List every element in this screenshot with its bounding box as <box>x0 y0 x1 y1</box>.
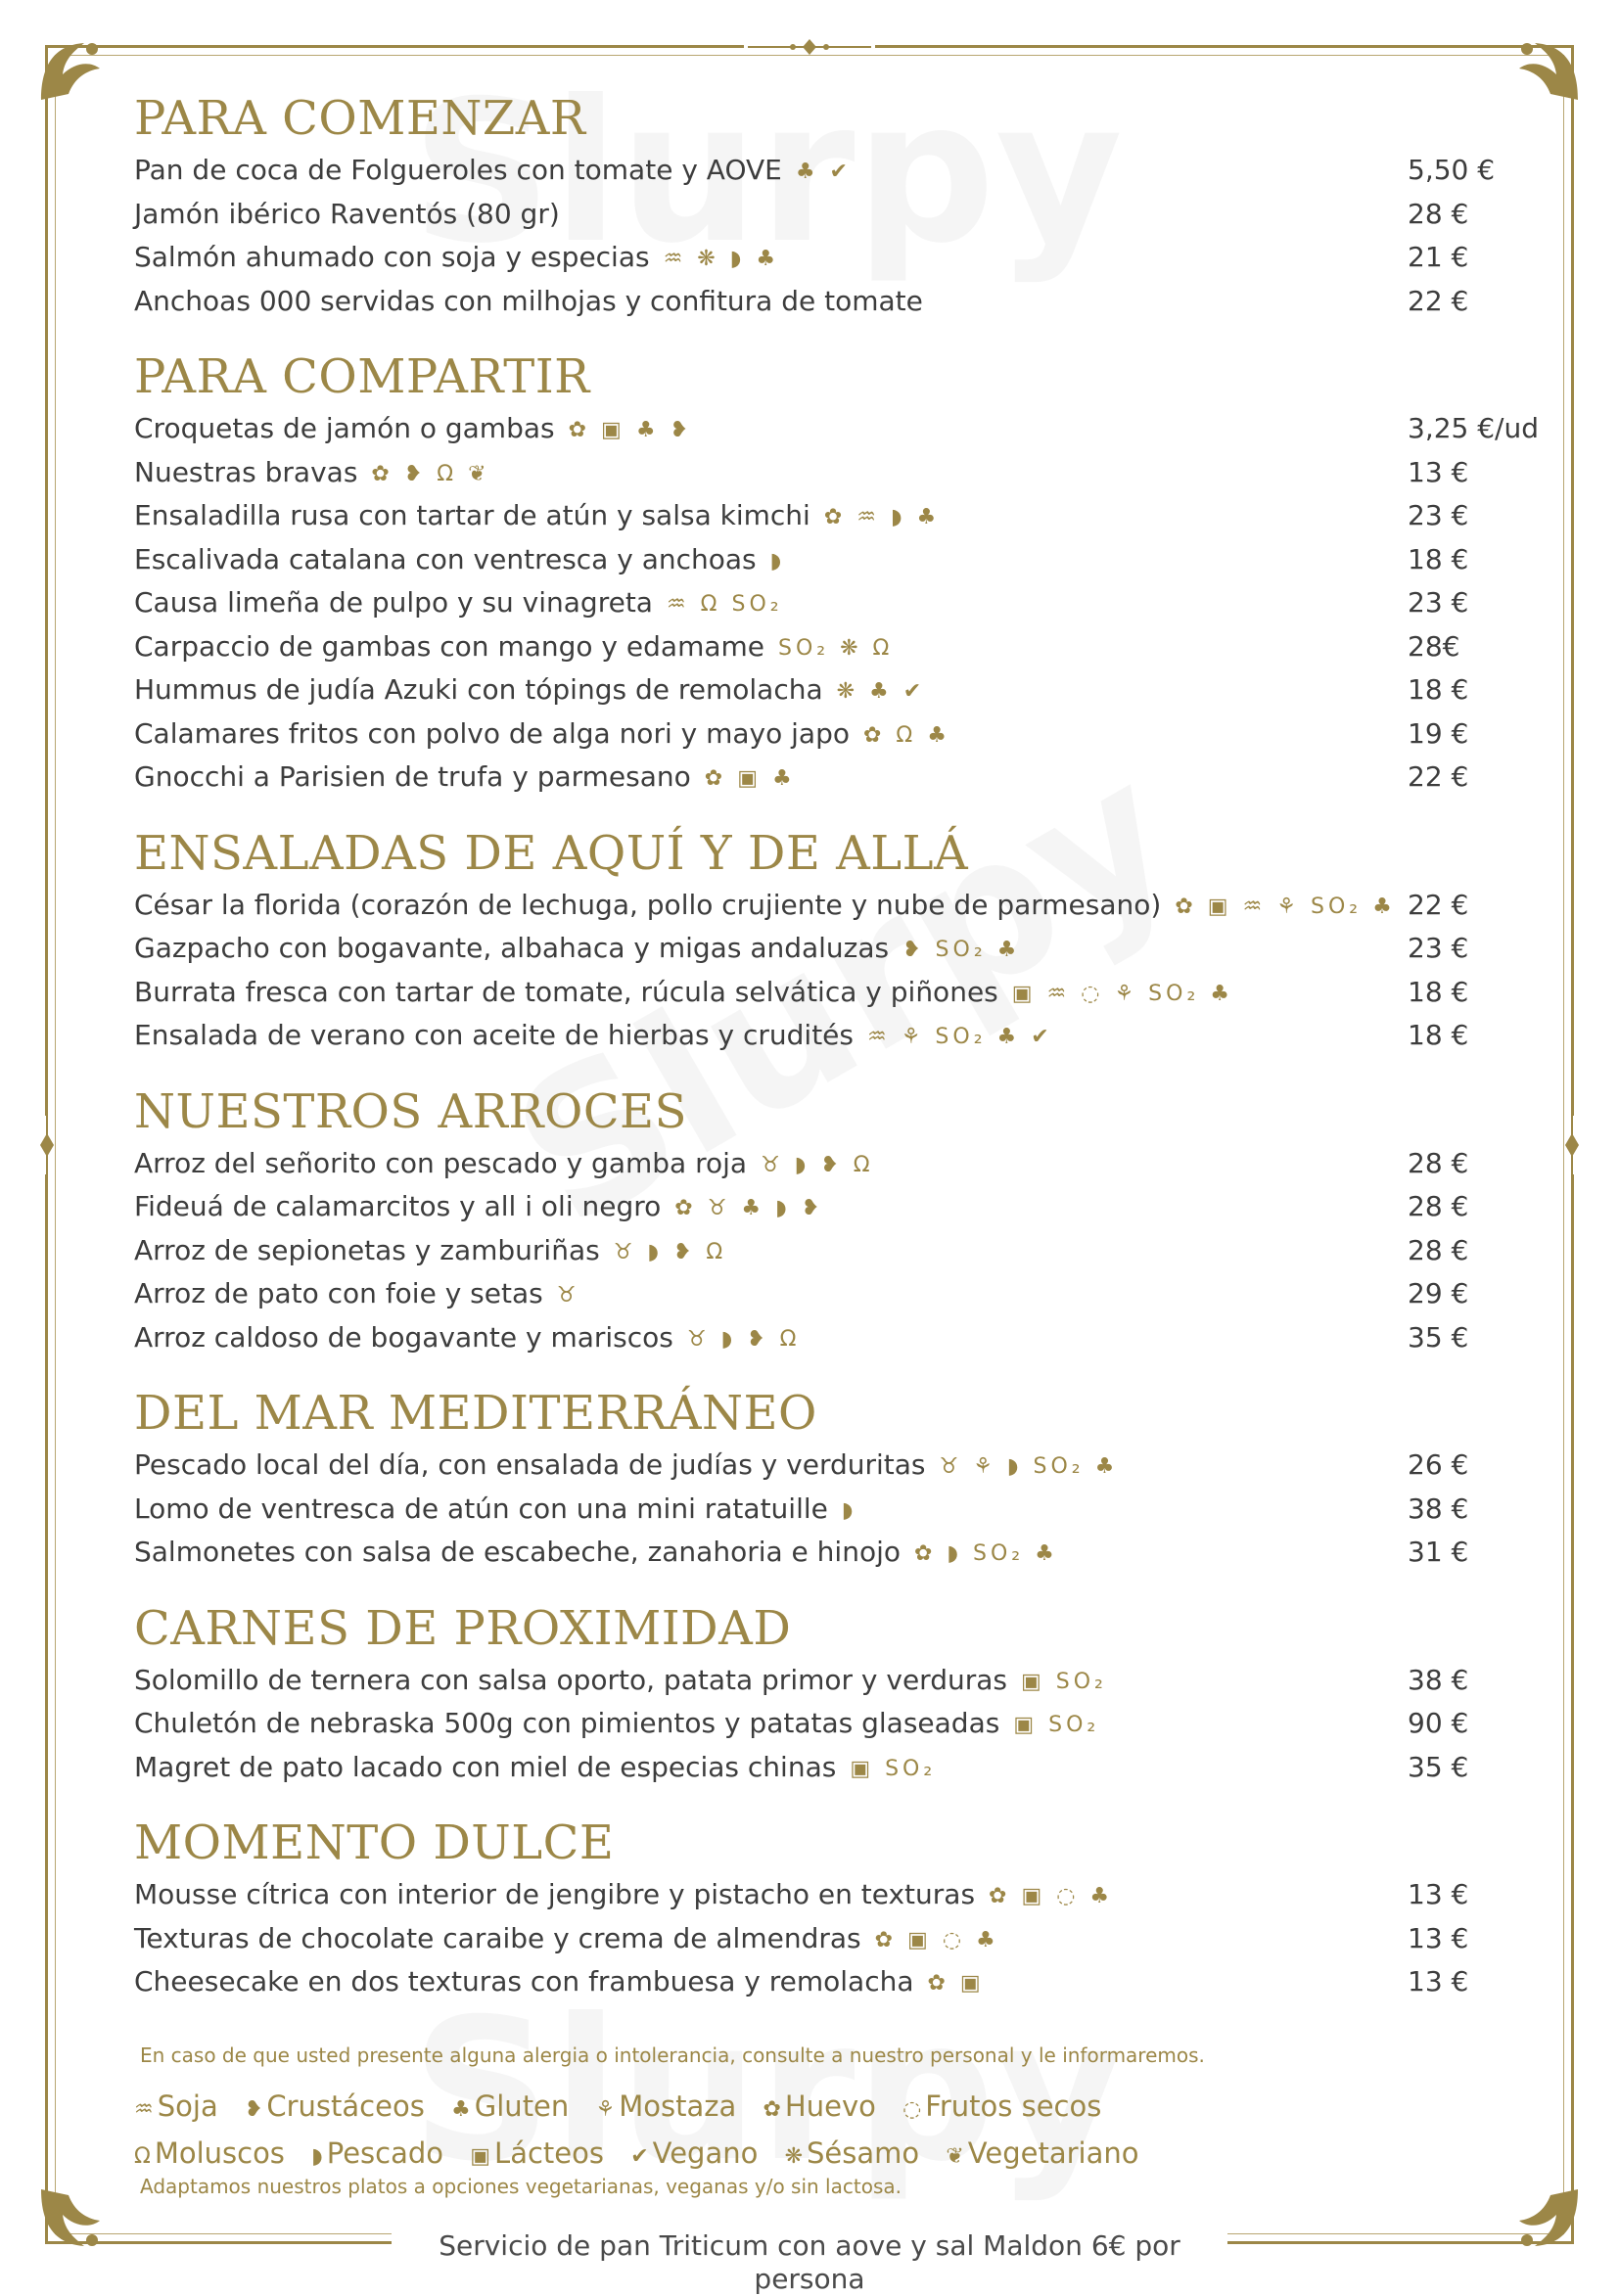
item-price: 18 € <box>1408 542 1469 575</box>
item-name: Mousse cítrica con interior de jengibre y pistacho en texturas <box>134 1878 976 1910</box>
mustard-icon: ⚘ <box>595 2097 616 2122</box>
item-price: 22 € <box>1408 888 1469 921</box>
allergen-icons: ▣ ♒ ◌ ⚘ SO₂ ♣ <box>1011 981 1233 1006</box>
bread-service-footer: Servicio de pan Triticum con aove y sal Maldon 6€ por persona <box>392 2229 1227 2263</box>
item-price: 28 € <box>1408 1190 1469 1222</box>
menu-item <box>134 1960 1544 2004</box>
allergen-icons: ▣ SO₂ <box>850 1756 937 1781</box>
menu-item <box>134 407 1544 451</box>
item-price: 90 € <box>1408 1707 1469 1739</box>
menu-item <box>134 1746 1544 1790</box>
section-title: PARA COMPARTIR <box>134 349 590 404</box>
item-name: Fideuá de calamarcitos y all i oli negro <box>134 1190 662 1222</box>
legend-label: Pescado <box>326 2136 444 2170</box>
allergy-notice: En caso de que usted presente alguna alergia o intolerancia, consulte a nuestro personal y le informaremos. <box>140 2043 1205 2067</box>
legend-row <box>134 2085 1407 2132</box>
item-price: 38 € <box>1408 1492 1469 1525</box>
menu-item <box>134 1873 1544 1917</box>
legend-label: Mostaza <box>619 2089 737 2123</box>
menu <box>134 88 1544 2028</box>
allergen-icons: ▣ SO₂ <box>1020 1669 1107 1694</box>
item-price: 18 € <box>1408 673 1469 706</box>
fish-icon: ◗ <box>311 2144 323 2169</box>
item-name: Burrata fresca con tartar de tomate, rúcula selvática y piñones <box>134 975 998 1008</box>
item-price: 18 € <box>1408 975 1469 1008</box>
item-name: Gnocchi a Parisien de trufa y parmesano <box>134 760 691 793</box>
left-ornament-icon <box>39 1116 55 1174</box>
allergen-icons: ♉ <box>556 1283 580 1308</box>
item-name: Salmonetes con salsa de escabeche, zanahoria e hinojo <box>134 1536 901 1568</box>
item-name: Ensaladilla rusa con tartar de atún y salsa kimchi <box>134 499 810 531</box>
corner-flourish-icon <box>1513 2183 1584 2254</box>
allergen-icons: ✿ ♉ ♣ ◗ ❥ <box>674 1196 824 1220</box>
section-title: DEL MAR MEDITERRÁNEO <box>134 1386 817 1441</box>
legend-vegetariano <box>946 2136 1138 2170</box>
item-price: 5,50 € <box>1408 154 1496 186</box>
menu-item <box>134 280 1544 324</box>
milk-icon: ▣ <box>470 2144 491 2169</box>
soy-icon: ♒ <box>134 2097 154 2122</box>
legend-frutos-secos <box>902 2089 1101 2123</box>
item-name: Lomo de ventresca de atún con una mini ratatuille <box>134 1492 828 1525</box>
top-ornament-icon <box>744 39 875 55</box>
item-price: 21 € <box>1408 241 1469 273</box>
menu-item <box>134 1316 1544 1360</box>
allergen-icons: ✿ ▣ ♒ ⚘ SO₂ ♣ <box>1175 894 1396 919</box>
menu-item <box>134 581 1544 625</box>
legend-row <box>134 2132 1407 2179</box>
legend-lacteos <box>470 2136 604 2170</box>
item-price: 35 € <box>1408 1750 1469 1783</box>
item-price: 13 € <box>1408 1965 1469 1998</box>
menu-item <box>134 712 1544 757</box>
legend-label: Frutos secos <box>925 2089 1102 2123</box>
menu-item <box>134 1272 1544 1316</box>
item-name: Solomillo de ternera con salsa oporto, patata primor y verduras <box>134 1663 1007 1696</box>
section-title: ENSALADAS DE AQUÍ Y DE ALLÁ <box>134 825 969 881</box>
allergen-icons: ♒ ❋ ◗ ♣ <box>663 247 780 271</box>
item-name: Anchoas 000 servidas con milhojas y confitura de tomate <box>134 284 923 317</box>
item-name: Pan de coca de Folgueroles con tomate y AOVE <box>134 154 782 186</box>
allergen-icons: ✿ ❥ Ω ❦ <box>371 461 490 486</box>
menu-item <box>134 1185 1544 1229</box>
section-ensaladas <box>134 823 1544 1058</box>
vegan-icon: ✔ <box>630 2144 649 2169</box>
item-price: 28 € <box>1408 1146 1469 1179</box>
legend-label: Sésamo <box>807 2136 920 2170</box>
mollusc-icon: Ω <box>134 2144 151 2169</box>
item-name: Escalivada catalana con ventresca y anchoas <box>134 542 757 575</box>
item-price: 13 € <box>1408 1921 1469 1954</box>
item-name: César la florida (corazón de lechuga, pollo crujiente y nube de parmesano) <box>134 888 1162 921</box>
item-name: Calamares fritos con polvo de alga nori y mayo japo <box>134 716 850 750</box>
legend-mostaza <box>596 2089 737 2123</box>
item-price: 26 € <box>1408 1448 1469 1481</box>
item-name: Arroz del señorito con pescado y gamba roja <box>134 1146 748 1179</box>
item-name: Arroz de sepionetas y zamburiñas <box>134 1233 600 1266</box>
legend-gluten <box>451 2089 569 2123</box>
menu-item <box>134 149 1544 193</box>
allergen-icons: ❋ ♣ ✔ <box>836 679 926 704</box>
item-name: Arroz caldoso de bogavante y mariscos <box>134 1320 673 1354</box>
section-arroces <box>134 1081 1544 1360</box>
allergen-icons: ♉ ◗ ❥ Ω <box>686 1326 801 1352</box>
allergen-icons: ♒ Ω SO₂ <box>666 592 783 617</box>
legend-label: Moluscos <box>154 2136 285 2170</box>
section-para-compartir <box>134 346 1544 800</box>
menu-item <box>134 236 1544 280</box>
menu-item <box>134 884 1544 928</box>
allergen-icons: ◗ <box>841 1497 857 1523</box>
legend-label: Huevo <box>784 2089 876 2123</box>
legend-label: Soja <box>157 2089 218 2123</box>
corner-flourish-icon <box>35 35 106 106</box>
right-ornament-icon <box>1564 1116 1580 1174</box>
menu-item <box>134 971 1544 1015</box>
item-price: 23 € <box>1408 499 1469 531</box>
allergen-icons: SO₂ ❋ Ω <box>778 635 894 661</box>
menu-item <box>134 1531 1544 1575</box>
item-price: 38 € <box>1408 1663 1469 1696</box>
legend-label: Vegetariano <box>967 2136 1139 2170</box>
menu-item <box>134 1014 1544 1058</box>
legend-label: Vegano <box>652 2136 759 2170</box>
vegetarian-icon: ❦ <box>946 2144 964 2169</box>
item-price: 22 € <box>1408 284 1469 317</box>
item-price: 13 € <box>1408 1878 1469 1910</box>
item-name: Gazpacho con bogavante, albahaca y migas andaluzas <box>134 932 890 964</box>
legend-vegano <box>630 2136 758 2170</box>
menu-item <box>134 1444 1544 1488</box>
allergen-icons: ◗ <box>769 548 786 574</box>
legend-huevo <box>763 2089 875 2123</box>
section-title: CARNES DE PROXIMIDAD <box>134 1600 792 1656</box>
allergen-icons: ✿ ▣ <box>927 1971 985 1996</box>
legend-sesamo <box>785 2136 920 2170</box>
menu-item <box>134 1702 1544 1746</box>
item-price: 31 € <box>1408 1536 1469 1568</box>
item-name: Texturas de chocolate caraibe y crema de almendras <box>134 1921 861 1954</box>
item-price: 28 € <box>1408 197 1469 230</box>
item-price: 23 € <box>1408 586 1469 619</box>
menu-item <box>134 927 1544 971</box>
section-para-comenzar <box>134 88 1544 323</box>
legend-crustaceos <box>245 2089 425 2123</box>
wheat-icon: ♣ <box>451 2097 471 2122</box>
allergen-icons: ♉ ◗ ❥ Ω <box>613 1239 727 1264</box>
item-name: Jamón ibérico Raventós (80 gr) <box>134 197 560 230</box>
section-del-mar <box>134 1383 1544 1575</box>
item-price: 3,25 €/ud <box>1408 412 1540 444</box>
item-price: 22 € <box>1408 760 1469 793</box>
menu-item <box>134 494 1544 538</box>
item-name: Carpaccio de gambas con mango y edamame <box>134 629 764 663</box>
item-name: Magret de pato lacado con miel de especias chinas <box>134 1750 837 1783</box>
corner-flourish-icon <box>35 2183 106 2254</box>
legend-label: Crustáceos <box>266 2089 425 2123</box>
menu-item <box>134 538 1544 582</box>
item-name: Hummus de judía Azuki con tópings de remolacha <box>134 673 823 706</box>
item-name: Nuestras bravas <box>134 455 358 488</box>
adaptation-note: Adaptamos nuestros platos a opciones vegetarianas, veganas y/o sin lactosa. <box>140 2175 902 2198</box>
egg-icon: ✿ <box>763 2097 781 2122</box>
item-name: Salmón ahumado con soja y especias <box>134 241 650 273</box>
item-price: 28 € <box>1408 1233 1469 1266</box>
item-name: Chuletón de nebraska 500g con pimientos y patatas glaseadas <box>134 1707 1000 1739</box>
item-price: 23 € <box>1408 932 1469 964</box>
item-name: Pescado local del día, con ensalada de judías y verduritas <box>134 1448 926 1481</box>
menu-item <box>134 1659 1544 1703</box>
sesame-icon: ❋ <box>784 2144 804 2169</box>
allergen-icons: ✿ ♒ ◗ ♣ <box>823 505 941 529</box>
section-title: PARA COMENZAR <box>134 91 586 146</box>
legend-pescado <box>311 2136 443 2170</box>
allergen-icons: ✿ ◗ SO₂ ♣ <box>914 1541 1058 1566</box>
menu-item <box>134 451 1544 495</box>
allergen-icons: ♒ ⚘ SO₂ ♣ ✔ <box>867 1025 1053 1049</box>
allergen-icons: ✿ Ω ♣ <box>862 722 950 748</box>
menu-item <box>134 193 1544 237</box>
legend-label: Gluten <box>474 2089 570 2123</box>
allergen-icons: ♉ ⚘ ◗ SO₂ ♣ <box>939 1454 1119 1479</box>
allergen-icons: ✿ ▣ ◌ ♣ <box>989 1884 1114 1908</box>
menu-item <box>134 756 1544 800</box>
item-price: 28€ <box>1408 629 1460 663</box>
section-momento-dulce <box>134 1813 1544 2004</box>
item-name: Arroz de pato con foie y setas <box>134 1277 543 1309</box>
item-price: 13 € <box>1408 455 1469 488</box>
allergen-legend <box>134 2085 1407 2179</box>
allergen-icons: ✿ ▣ ♣ ❥ <box>568 418 692 442</box>
legend-soja <box>134 2089 218 2123</box>
section-title: MOMENTO DULCE <box>134 1815 615 1870</box>
menu-item <box>134 1142 1544 1186</box>
item-name: Cheesecake en dos texturas con frambuesa y remolacha <box>134 1965 914 1998</box>
item-price: 29 € <box>1408 1277 1469 1309</box>
legend-label: Lácteos <box>494 2136 604 2170</box>
allergen-icons: ♣ ✔ <box>795 160 852 184</box>
item-name: Croquetas de jamón o gambas <box>134 412 555 444</box>
allergen-icons: ❥ SO₂ ♣ <box>902 938 1021 962</box>
legend-moluscos <box>134 2136 285 2170</box>
section-carnes <box>134 1598 1544 1790</box>
allergen-icons: ♉ ◗ ❥ Ω <box>761 1152 874 1177</box>
shrimp-icon: ❥ <box>244 2097 263 2122</box>
item-name: Ensalada de verano con aceite de hierbas y crudités <box>134 1019 854 1051</box>
allergen-icons: ✿ ▣ ◌ ♣ <box>874 1927 999 1952</box>
item-price: 18 € <box>1408 1019 1469 1051</box>
menu-item <box>134 1488 1544 1532</box>
nut-icon: ◌ <box>902 2097 922 2122</box>
menu-item <box>134 1229 1544 1273</box>
allergen-icons: ▣ SO₂ <box>1013 1713 1100 1737</box>
menu-item <box>134 625 1544 669</box>
item-price: 19 € <box>1408 716 1469 750</box>
menu-item <box>134 1917 1544 1961</box>
item-price: 35 € <box>1408 1320 1469 1354</box>
item-name: Causa limeña de pulpo y su vinagreta <box>134 586 653 619</box>
menu-item <box>134 668 1544 712</box>
section-title: NUESTROS ARROCES <box>134 1083 687 1139</box>
allergen-icons: ✿ ▣ ♣ <box>704 766 796 791</box>
